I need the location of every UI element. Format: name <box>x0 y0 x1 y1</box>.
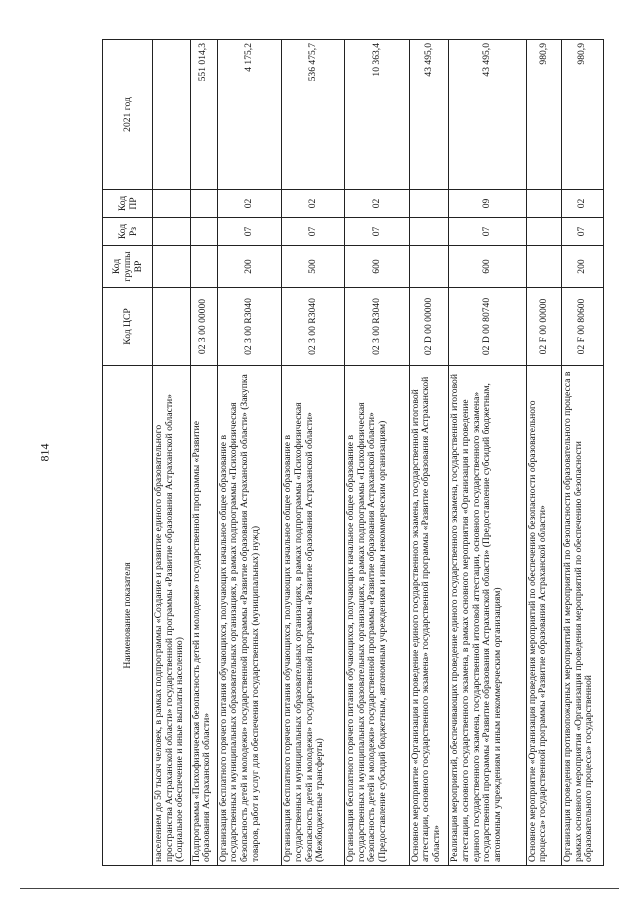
cell-vr: 500 <box>282 246 345 288</box>
cell-vr <box>190 246 217 288</box>
cell-csr: 02 D 00 80740 <box>449 288 526 366</box>
cell-rz: 07 <box>217 218 282 246</box>
cell-pr <box>409 190 449 218</box>
cell-name: Основное мероприятие «Организация и проведение единого государственного экзамена, государственной итоговой аттестации, основного государственного экзамена» государственной программы «Развитие образования Астраханской области» <box>409 366 449 866</box>
cell-rz <box>409 218 449 246</box>
cell-name: Организация проведения противопожарных мероприятий и мероприятий по безопасности образовательного процесса в рамках основного мероприятия «Организация проведения мероприятий по обеспечению безопасности образовательного процесса» государственной <box>562 366 604 866</box>
table-header-row <box>103 40 153 866</box>
cell-pr <box>190 190 217 218</box>
cell-name: Основное мероприятие «Организация проведения мероприятий по обеспечению безопасности образовательного процесса» государственной программы «Развитие образования Астраханской области» <box>526 366 561 866</box>
cell-pr <box>153 190 191 218</box>
cell-name: Организация бесплатного горячего питания обучающихся, получающих начальное общее образование в государственных и муниципальных образовательных организациях, в рамках подпрограммы «Психофизическая безопасность детей и молодежи» государственной программы «Развитие образования Астраханской области» (Межбюджетные трансферты) <box>282 366 345 866</box>
header-vr: Код группы ВР <box>103 246 153 288</box>
cell-pr: 02 <box>562 190 604 218</box>
cell-csr: 02 F 00 80600 <box>562 288 604 366</box>
cell-sum: 980,9 <box>562 40 604 190</box>
cell-csr <box>153 288 191 366</box>
cell-csr: 02 D 00 00000 <box>409 288 449 366</box>
cell-sum: 551 014,3 <box>190 40 217 190</box>
cell-sum: 43 495,0 <box>409 40 449 190</box>
page-number: 814 <box>37 443 52 462</box>
table-row <box>190 40 217 866</box>
cell-sum: 43 495,0 <box>449 40 526 190</box>
cell-name: населением до 50 тысяч человек, в рамках подпрограммы «Создание и развитие единого образовательного пространства Астраханской области» государственной программы «Развитие образования Астраханской области» (Социальное обеспечение и иные выплаты населению) <box>153 366 191 866</box>
rotated-content <box>102 40 604 866</box>
cell-sum: 4 175,2 <box>217 40 282 190</box>
cell-vr <box>409 246 449 288</box>
cell-csr: 02 3 00 R3040 <box>217 288 282 366</box>
cell-name: Подпрограмма «Психофизическая безопасность детей и молодежи» государственной программы «Развитие образования Астраханской области» <box>190 366 217 866</box>
cell-name: Организация бесплатного горячего питания обучающихся, получающих начальное общее образование в государственных и муниципальных образовательных организациях, в рамках подпрограммы «Психофизическая безопасность детей и молодежи» государственной программы «Развитие образования Астраханской области» (Закупка товаров, работ и услуг для обеспечения государственных (муниципальных) нужд) <box>217 366 282 866</box>
cell-pr: 09 <box>449 190 526 218</box>
header-pr: Код ПР <box>103 190 153 218</box>
cell-sum: 980,9 <box>526 40 561 190</box>
table-row <box>449 40 526 866</box>
cell-vr: 600 <box>345 246 410 288</box>
cell-rz <box>190 218 217 246</box>
cell-vr <box>153 246 191 288</box>
rotated-page <box>102 40 604 866</box>
cell-csr: 02 3 00 R3040 <box>282 288 345 366</box>
table-row <box>409 40 449 866</box>
cell-sum: 10 363,4 <box>345 40 410 190</box>
budget-table <box>102 39 604 866</box>
header-sum: 2021 год <box>103 40 153 190</box>
cell-sum: 536 475,7 <box>282 40 345 190</box>
cell-vr <box>526 246 561 288</box>
table-row <box>282 40 345 866</box>
cell-vr: 600 <box>449 246 526 288</box>
table-row <box>153 40 191 866</box>
cell-pr: 02 <box>345 190 410 218</box>
cell-name: Реализация мероприятий, обеспечивающих проведение единого государственного экзамена, государственной итоговой аттестации, основного государственного экзамена, в рамках основного мероприятия «Организация и проведение единого государственного экзамена, государственной итоговой аттестации, основного государственного экзамена» государственной программы «Развитие образования Астраханской области» (Предоставление субсидий бюджетным, автономным учреждениям и иным некоммерческим организациям) <box>449 366 526 866</box>
bottom-rule <box>20 888 619 889</box>
header-rz: Код Рз <box>103 218 153 246</box>
cell-csr: 02 3 00 00000 <box>190 288 217 366</box>
cell-rz: 07 <box>282 218 345 246</box>
cell-csr: 02 3 00 R3040 <box>345 288 410 366</box>
cell-rz <box>526 218 561 246</box>
header-csr: Код ЦСР <box>103 288 153 366</box>
cell-csr: 02 F 00 00000 <box>526 288 561 366</box>
table-body <box>153 40 604 866</box>
cell-pr: 02 <box>282 190 345 218</box>
cell-rz <box>153 218 191 246</box>
cell-vr: 200 <box>562 246 604 288</box>
cell-rz: 07 <box>562 218 604 246</box>
header-name: Наименование показателя <box>103 366 153 866</box>
cell-vr: 200 <box>217 246 282 288</box>
table-row <box>345 40 410 866</box>
cell-rz: 07 <box>345 218 410 246</box>
cell-pr: 02 <box>217 190 282 218</box>
cell-pr <box>526 190 561 218</box>
table-row <box>562 40 604 866</box>
table-row <box>217 40 282 866</box>
table-row <box>526 40 561 866</box>
cell-rz: 07 <box>449 218 526 246</box>
cell-sum <box>153 40 191 190</box>
cell-name: Организация бесплатного горячего питания обучающихся, получающих начальное общее образование в государственных и муниципальных образовательных организациях, в рамках подпрограммы «Психофизическая безопасность детей и молодежи» государственной программы «Развитие образования Астраханской области» (Предоставление субсидий бюджетным, автономным учреждениям и иным некоммерческим организациям) <box>345 366 410 866</box>
